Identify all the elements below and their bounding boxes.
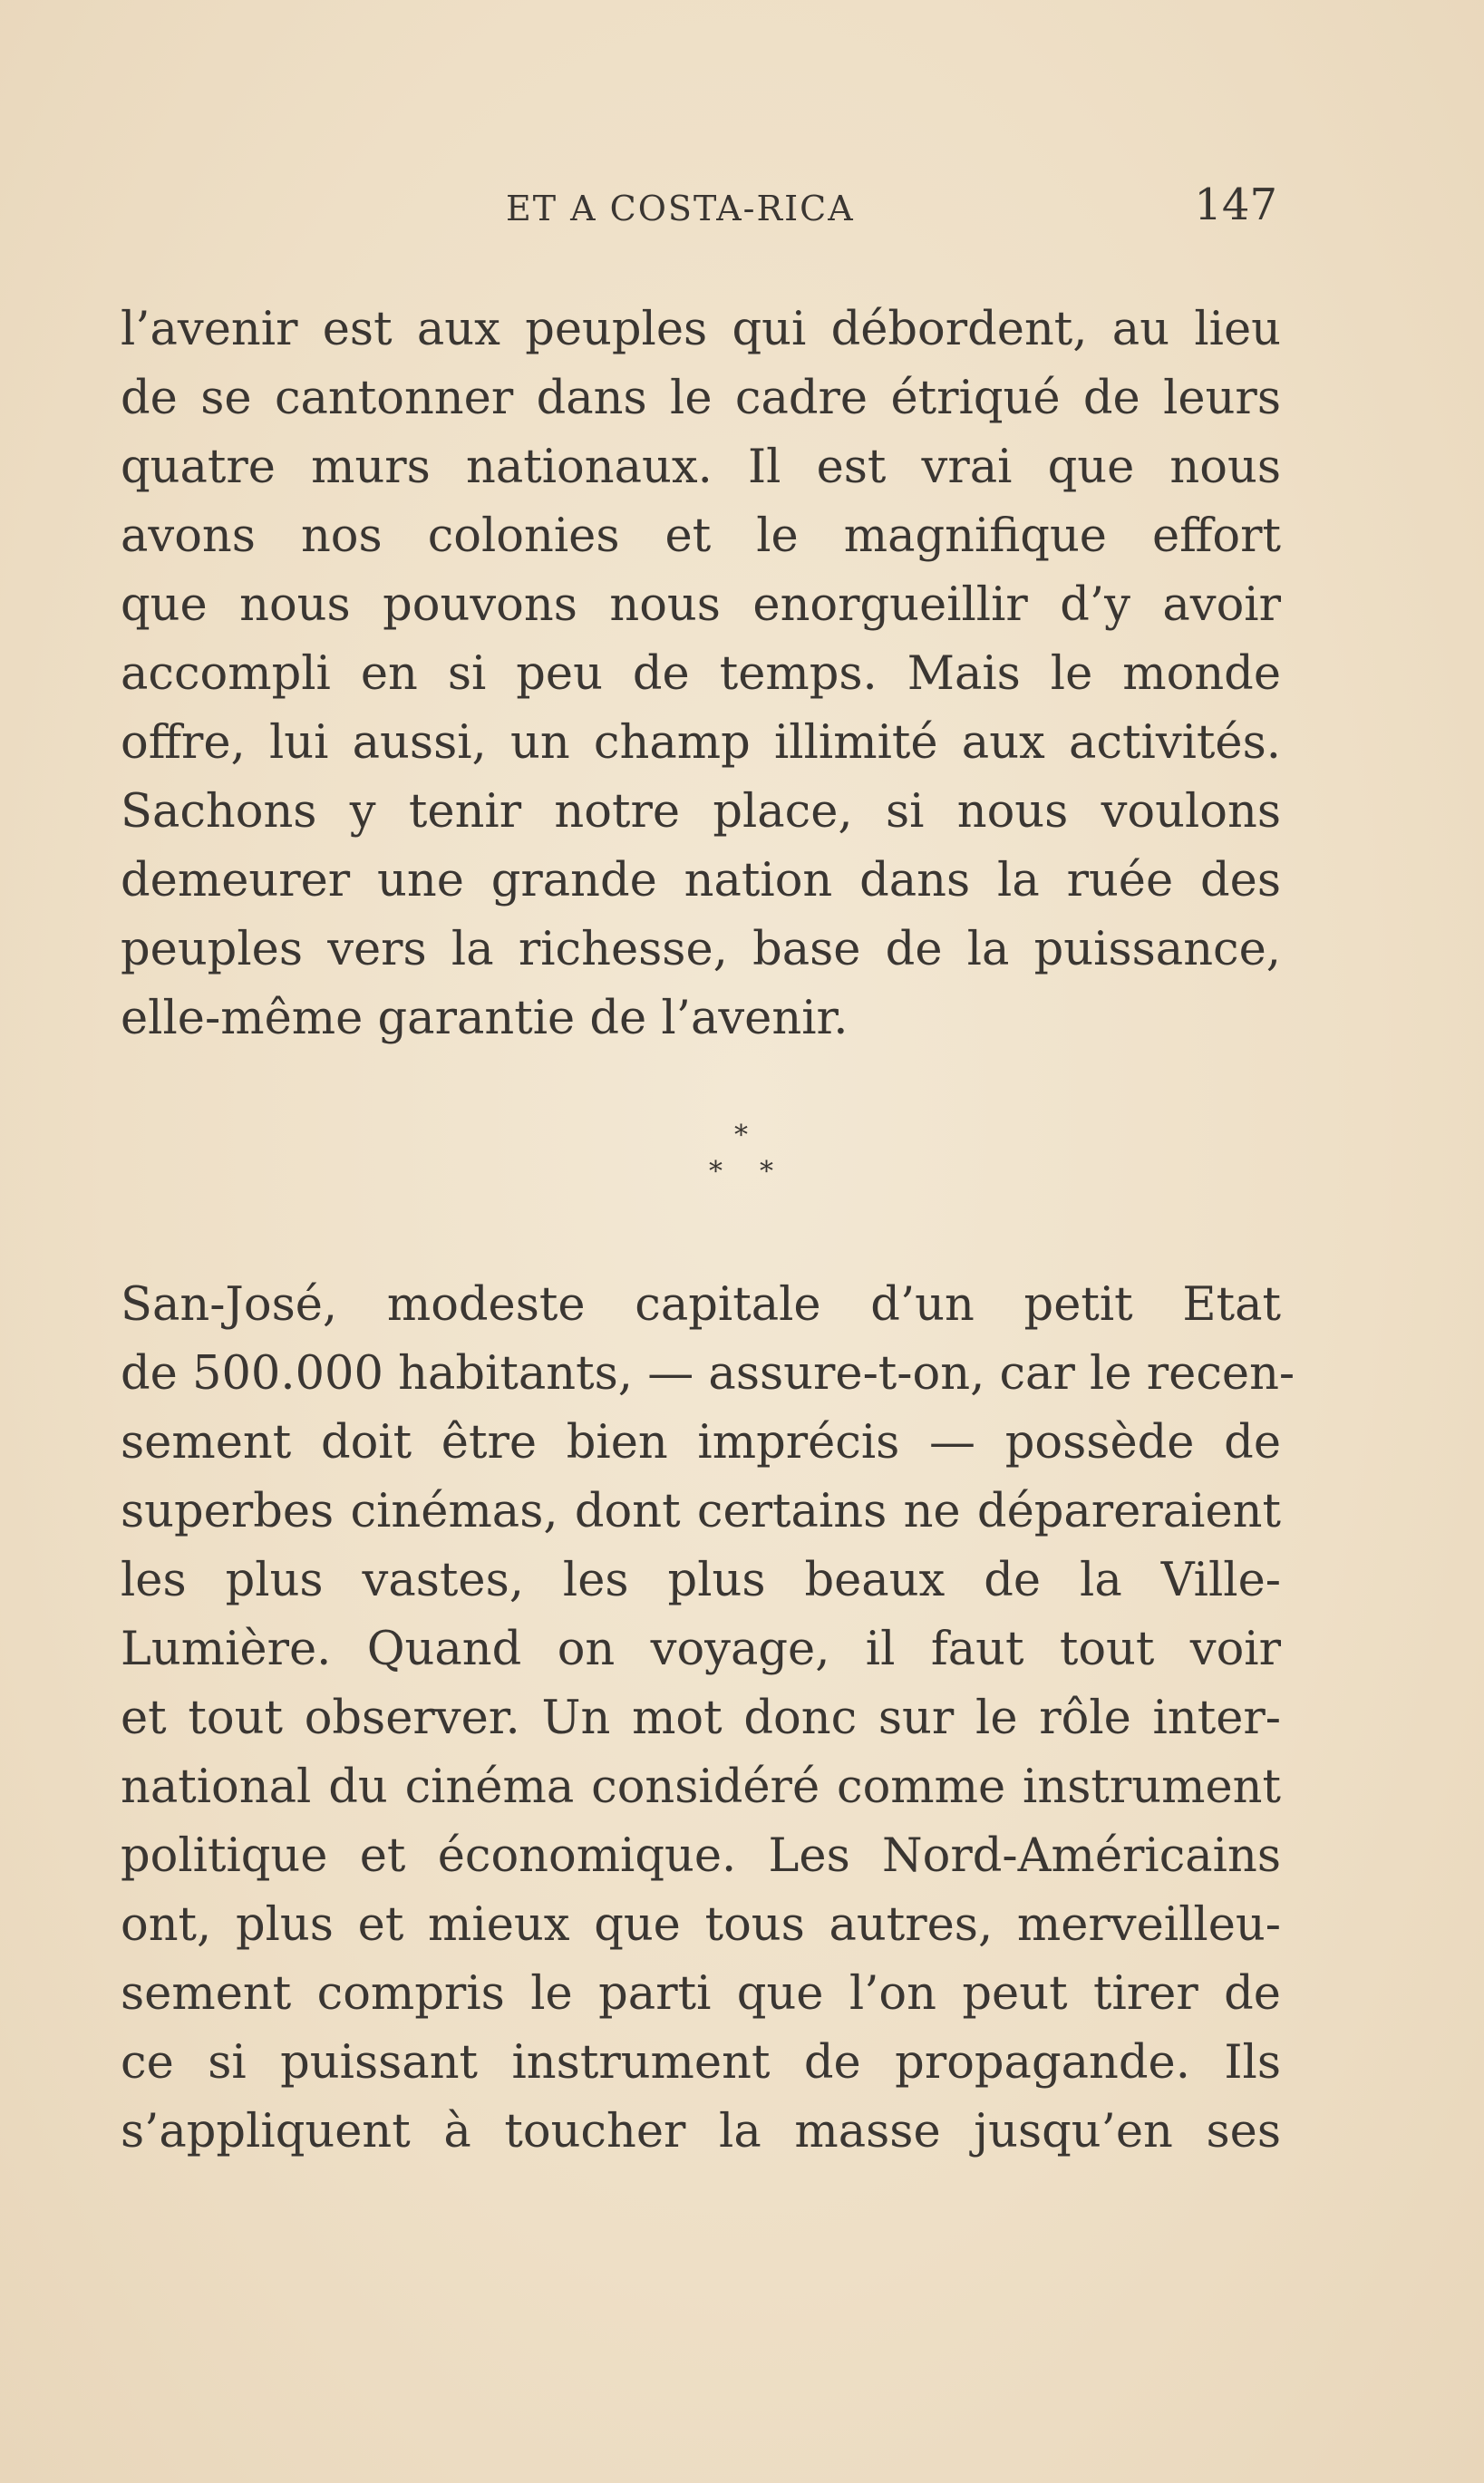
- text-line: sement doit être bien imprécis — possède de: [121, 1416, 1281, 1469]
- text-line: superbes cinémas, dont certains ne dépareraient: [121, 1485, 1281, 1538]
- text-line: quatre murs nationaux. Il est vrai que nous: [121, 441, 1281, 494]
- text-line: avons nos colonies et le magnifique effort: [121, 509, 1281, 563]
- text-line: s’appliquent à toucher la masse jusqu’en ses: [121, 2105, 1281, 2158]
- text-line: peuples vers la richesse, base de la puissance,: [121, 923, 1281, 976]
- text-line: sement compris le parti que l’on peut tirer de: [121, 1967, 1281, 2021]
- page-number: 147: [1194, 179, 1277, 230]
- text-line: et tout observer. Un mot donc sur le rôle inter-: [121, 1692, 1281, 1745]
- text-line: de se cantonner dans le cadre étriqué de leurs: [121, 372, 1281, 425]
- asterism-star: *: [709, 1156, 723, 1188]
- text-line: Sachons y tenir notre place, si nous voulons: [121, 785, 1281, 839]
- text-line: que nous pouvons nous enorgueillir d’y avoir: [121, 578, 1281, 632]
- text-line: national du cinéma considéré comme instrument: [121, 1760, 1281, 1814]
- text-line: San-José, modeste capitale d’un petit Etat: [121, 1278, 1281, 1332]
- text-line: Lumière. Quand on voyage, il faut tout voir: [121, 1623, 1281, 1676]
- text-line: offre, lui aussi, un champ illimité aux activités.: [121, 716, 1281, 770]
- asterism-star: *: [734, 1120, 748, 1151]
- text-line: ce si puissant instrument de propagande. Ils: [121, 2036, 1281, 2090]
- text-line: accompli en si peu de temps. Mais le monde: [121, 647, 1281, 701]
- running-title: ET A COSTA-RICA: [506, 189, 855, 228]
- text-line: demeurer une grande nation dans la ruée des: [121, 854, 1281, 907]
- text-line: l’avenir est aux peuples qui débordent, au lieu: [121, 303, 1281, 356]
- text-line: politique et économique. Les Nord-Américains: [121, 1829, 1281, 1883]
- text-line: ont, plus et mieux que tous autres, merveilleu-: [121, 1898, 1281, 1952]
- asterism-separator: [698, 1122, 789, 1195]
- asterism-star: *: [760, 1156, 773, 1188]
- running-header: [0, 179, 1484, 234]
- text-line: elle-même garantie de l’avenir.: [121, 992, 849, 1045]
- paragraph-1: [121, 296, 1281, 1053]
- text-line: de 500.000 habitants, — assure-t-on, car le recen-: [121, 1347, 1295, 1401]
- text-line: les plus vastes, les plus beaux de la Ville-: [121, 1554, 1281, 1607]
- paragraph-2: [121, 1271, 1295, 2167]
